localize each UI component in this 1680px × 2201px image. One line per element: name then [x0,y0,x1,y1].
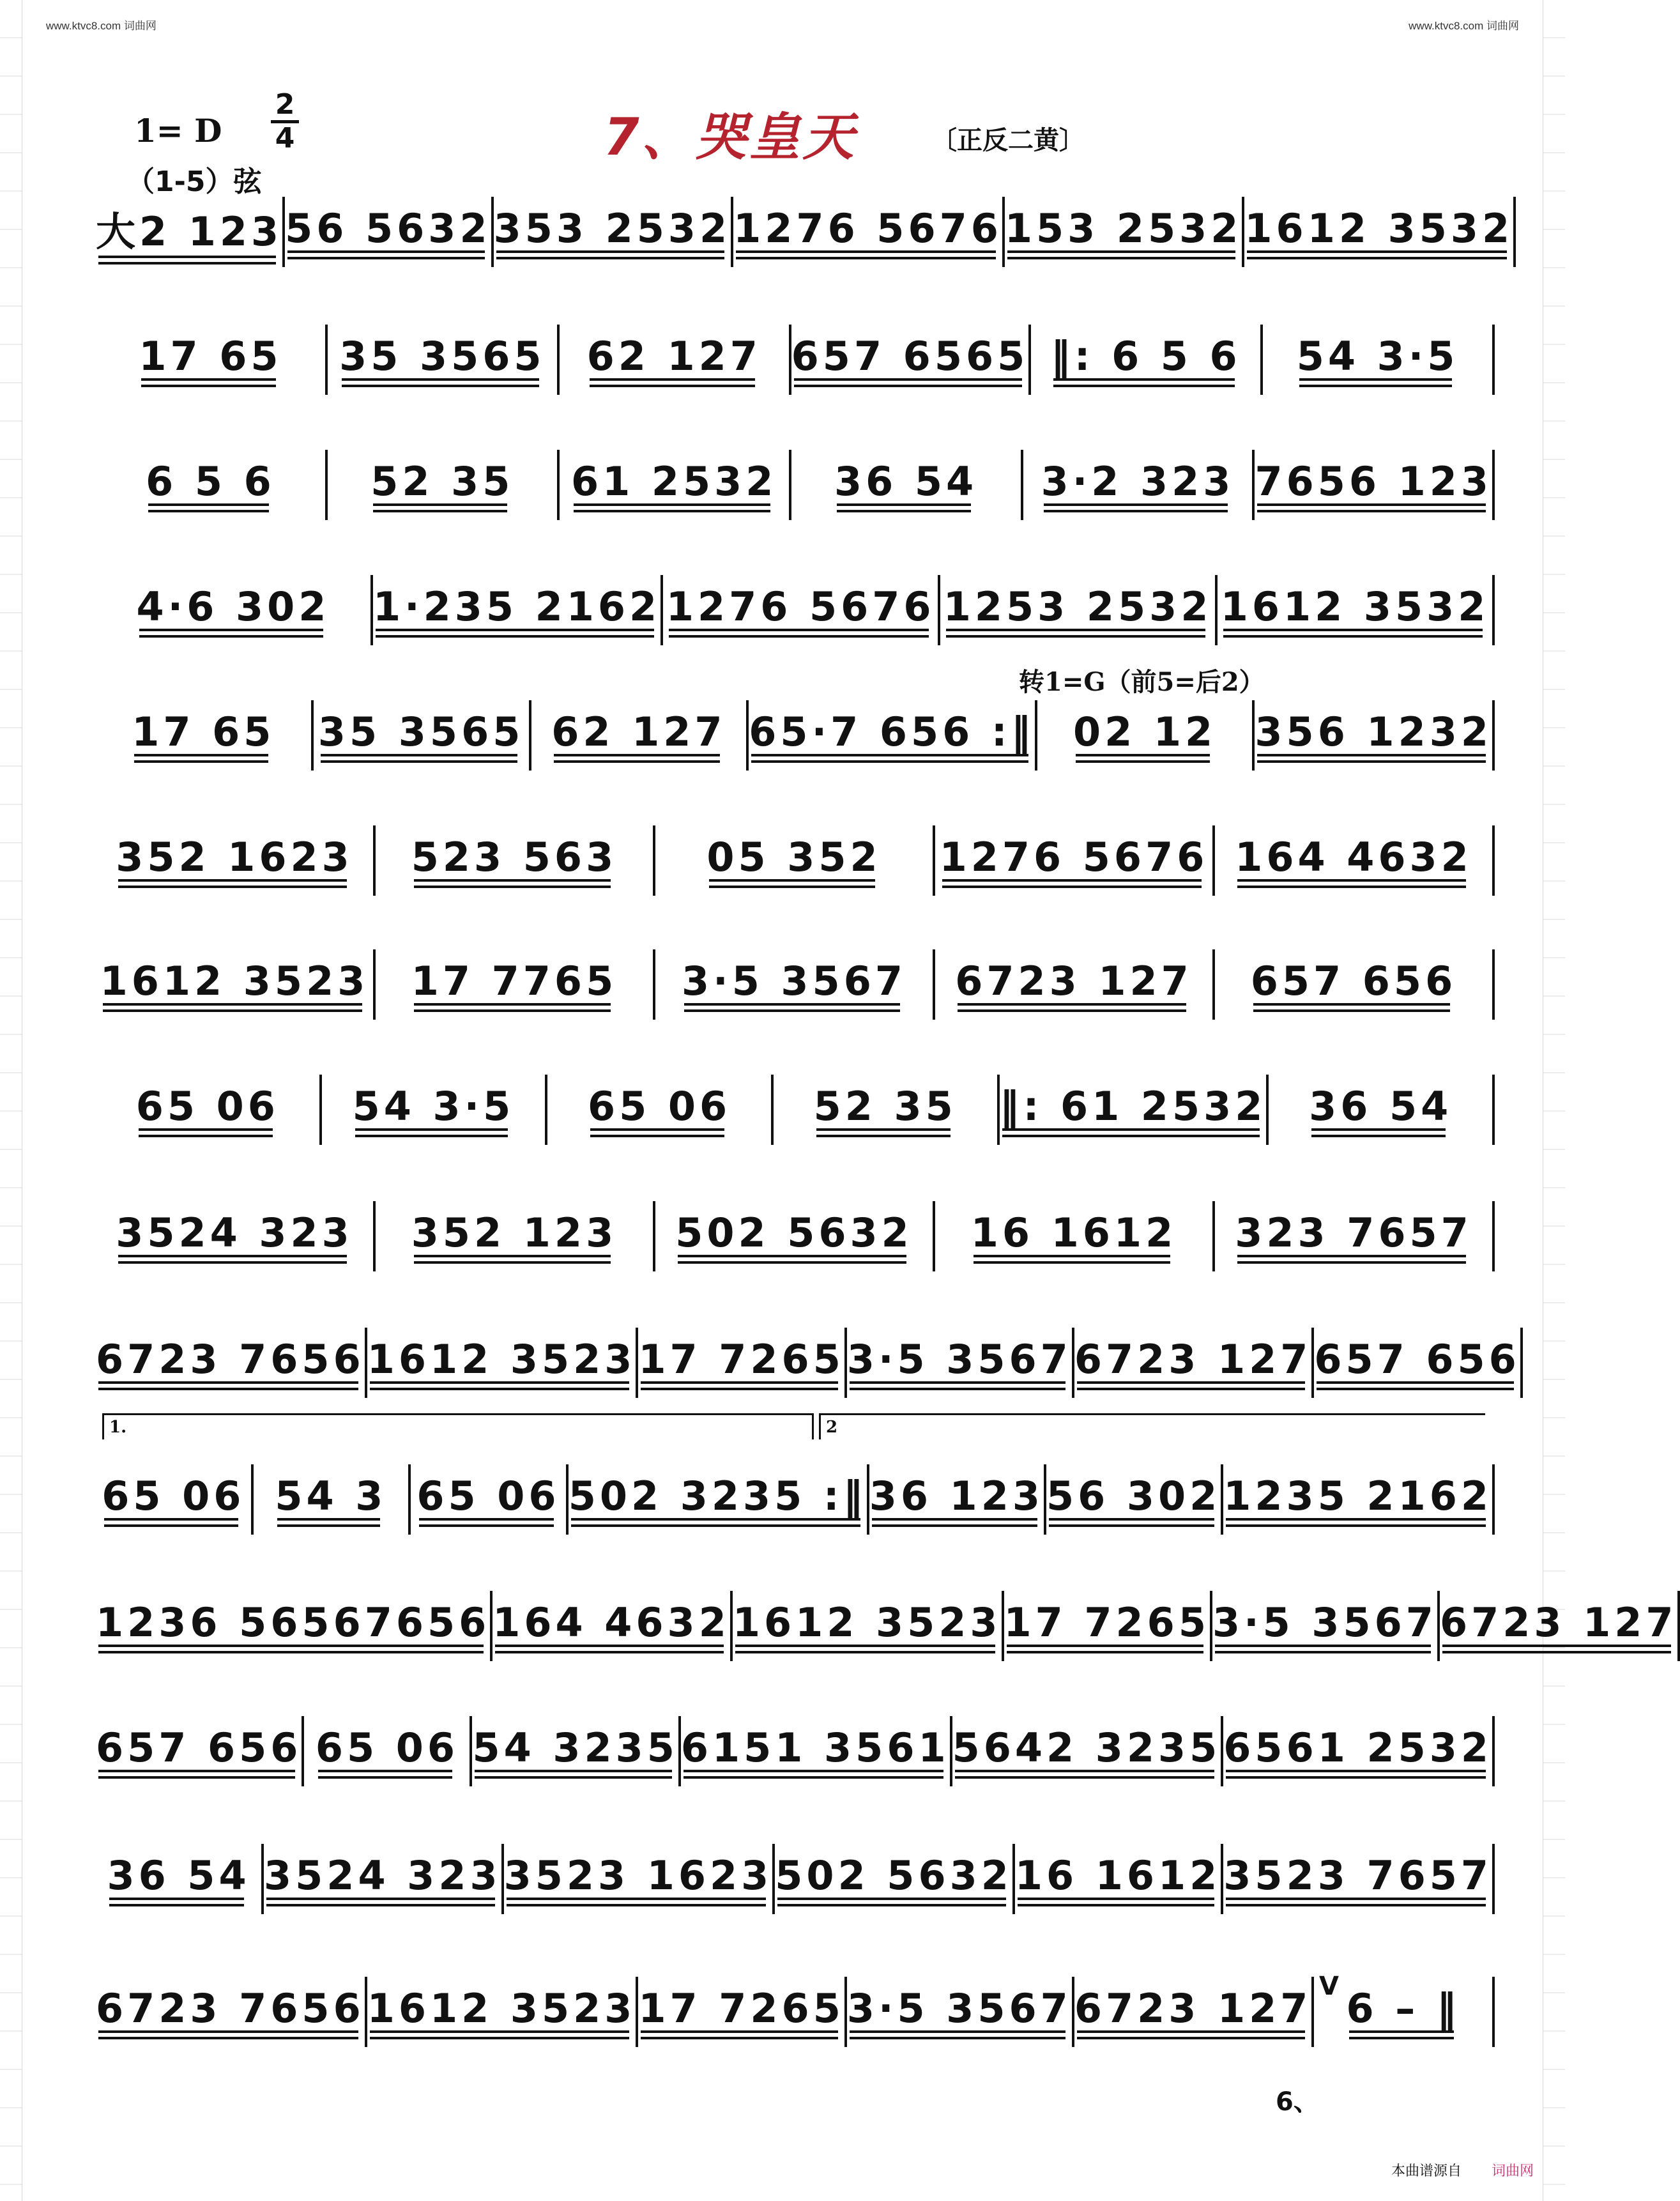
measure-notes: 54 3·5 [353,1083,515,1137]
measure [772,1844,1012,1914]
measure-notes: 164 4632 [493,1599,730,1653]
measure [1021,450,1253,520]
measure [653,1201,933,1271]
measure [1260,325,1495,395]
measure-notes: 1276 5676 [940,834,1209,888]
measure [96,700,311,771]
staff-line [96,1844,1495,1914]
measure [311,700,529,771]
measure-notes: 65 06 [136,1083,279,1137]
measure [96,1716,302,1786]
measure-notes: 657 6565 [791,333,1029,387]
first-ending-bracket [102,1413,814,1439]
modulation-marking: 转1=G（前5=后2） [1019,667,1265,697]
measure [529,700,747,771]
measure [557,325,789,395]
measure [501,1844,773,1914]
measure-notes: 353 2532 [494,205,731,259]
measure [470,1716,678,1786]
measure [653,949,933,1020]
measure-notes: 6723 127 [1074,1985,1312,2039]
measure-notes: 502 5632 [775,1852,1012,1906]
staff-line [96,949,1495,1020]
measure [1012,1844,1221,1914]
measure-notes: 52 35 [370,458,514,512]
measure-notes: 6561 2532 [1223,1724,1492,1779]
measure-notes: 1612 3523 [733,1599,1002,1653]
measure-notes: 164 4632 [1235,834,1472,888]
measure-notes: 3·5 3567 [682,958,906,1012]
measure-notes: 502 5632 [675,1209,913,1264]
measure [1028,325,1260,395]
measure [771,1075,997,1145]
measure-notes: 6723 127 [1440,1599,1677,1653]
measure [96,949,373,1020]
measure-notes: 352 1623 [116,834,353,888]
measure-notes: 1612 3532 [1244,205,1513,259]
measure [96,1844,261,1914]
measure [566,1464,867,1535]
measure [373,949,653,1020]
measure [789,450,1021,520]
measure [319,1075,546,1145]
staff-line [96,825,1495,896]
measure [1035,700,1253,771]
time-denominator: 4 [275,122,295,155]
measure-notes: 1235 2162 [1223,1473,1492,1527]
measure-notes: 大2 123 [96,200,282,265]
measure-notes: 1612 3523 [100,958,369,1012]
footer-brand-link[interactable]: 词曲网 [1492,2163,1534,2179]
measure [325,450,557,520]
measure-notes: 4·6 302 [137,583,330,638]
measure-notes: 6 5 6 [146,458,275,512]
measure [545,1075,771,1145]
measure-notes: 35 3565 [318,709,524,763]
staff-line [96,450,1495,520]
staff-line [96,700,1495,771]
measure-notes: 35 3565 [339,333,545,387]
staff-line [96,1464,1495,1535]
site-watermark-left: www.ktvc8.com 词曲网 [46,20,157,32]
measure [1072,1977,1312,2047]
measure-notes: 6723 7656 [96,1336,365,1390]
measure [1221,1844,1495,1914]
measure-notes: 657 656 [96,1724,302,1779]
measure-notes: 6 – ‖ [1347,1985,1460,2039]
measure [933,1201,1212,1271]
measure-notes: 56 302 [1046,1473,1221,1527]
measure [1252,450,1495,520]
measure [636,1328,844,1398]
staff-line [96,1201,1495,1271]
measure [96,1075,319,1145]
measure-notes: 3·5 3567 [847,1336,1072,1390]
measure-notes: 3523 7657 [1223,1852,1492,1906]
measure [365,1328,636,1398]
measure [1311,1328,1522,1398]
measure-notes: 1276 5676 [733,205,1002,259]
measure-notes: 657 656 [1251,958,1456,1012]
measure-notes: 36 123 [869,1473,1044,1527]
breath-mark: V [1319,1972,1339,2001]
measure [1044,1464,1221,1535]
measure-notes: 1·235 2162 [373,583,661,638]
measure-notes: 05 352 [706,834,881,888]
measure [96,197,282,267]
measure [933,825,1212,896]
measure-notes: 502 3235 :‖ [569,1473,867,1527]
measure-notes: 65·7 656 :‖ [749,709,1034,763]
measure [1437,1591,1680,1661]
measure [96,1201,373,1271]
measure [1252,700,1495,771]
measure-notes: 6723 7656 [96,1985,365,2039]
measure [867,1464,1044,1535]
measure-notes: 323 7657 [1235,1209,1472,1264]
measure-notes: 1612 3523 [367,1336,636,1390]
measure-notes: 02 12 [1073,709,1216,763]
measure-notes: 54 3235 [472,1724,678,1779]
measure [1266,1075,1495,1145]
footer-source-text: 本曲谱源自 [1391,2163,1462,2179]
measure [490,1591,730,1661]
measure [950,1716,1221,1786]
measure [325,325,557,395]
measure [373,1201,653,1271]
page-margin-strip-right [1543,0,1565,2201]
measure-notes: 36 54 [107,1852,250,1906]
measure-notes: 3524 323 [264,1852,501,1906]
measure-notes: 5642 3235 [952,1724,1221,1779]
measure-notes: 61 2532 [571,458,777,512]
measure [1212,825,1495,896]
key-signature: 1= D [134,112,222,150]
measure-notes: 3524 323 [116,1209,353,1264]
measure-notes: 62 127 [551,709,726,763]
measure [1311,1977,1495,2047]
measure-notes: 6151 3561 [681,1724,950,1779]
measure [370,575,661,645]
measure-notes: 3523 1623 [504,1852,773,1906]
measure-notes: 17 65 [139,333,282,387]
measure [491,197,731,267]
time-signature [267,88,303,155]
measure-notes: 36 54 [834,458,977,512]
measure [933,949,1212,1020]
measure [844,1328,1072,1398]
measure [557,450,789,520]
measure [96,325,325,395]
measure [1242,197,1516,267]
measure-notes: 3·2 323 [1041,458,1235,512]
measure-notes: 1253 2532 [943,583,1212,638]
staff-line [96,1591,1677,1661]
time-numerator: 2 [275,88,295,121]
measure [789,325,1029,395]
site-watermark-right: www.ktvc8.com 词曲网 [1409,20,1519,32]
second-ending-bracket [819,1413,1485,1439]
measure [96,450,325,520]
measure-notes: 356 1232 [1255,709,1492,763]
measure-notes: 17 7265 [638,1336,844,1390]
measure-notes: 17 7765 [411,958,617,1012]
score-title: 7、哭皇天 [604,107,857,167]
measure-notes: ‖: 61 2532 [1000,1083,1267,1137]
measure-notes: 65 06 [416,1473,560,1527]
measure-notes: 523 563 [411,834,617,888]
page-number: 6、 [1276,2087,1319,2117]
measure-notes: 16 1612 [1015,1852,1221,1906]
measure-notes: 65 06 [588,1083,731,1137]
measure [997,1075,1267,1145]
staff-line [96,1328,1520,1398]
staff-line [96,1075,1495,1145]
measure [96,1328,365,1398]
measure [1002,197,1242,267]
measure-notes: 36 54 [1309,1083,1452,1137]
measure [1221,1464,1495,1535]
measure-notes: 54 3·5 [1297,333,1459,387]
staff-line [96,575,1495,645]
score-subtitle: 〔正反二黄〕 [931,126,1085,155]
string-tuning: （1-5）弦 [126,165,262,198]
measure-notes: 657 656 [1314,1336,1520,1390]
measure [844,1977,1072,2047]
measure-notes: 352 123 [411,1209,617,1264]
measure [746,700,1034,771]
measure-notes: 54 3 [275,1473,386,1527]
measure-notes: 1612 3532 [1221,583,1490,638]
measure [96,575,370,645]
measure [1210,1591,1437,1661]
measure-notes: 65 06 [102,1473,245,1527]
measure [1221,1716,1495,1786]
measure-notes: ‖: 6 5 6 [1051,333,1241,387]
measure-notes: 1236 56567656 [96,1599,490,1653]
measure-notes: 17 65 [132,709,275,763]
measure [730,1591,1002,1661]
measure [678,1716,950,1786]
measure-notes: 56 5632 [285,205,491,259]
measure [261,1844,501,1914]
measure-notes: 1276 5676 [666,583,935,638]
staff-line [96,325,1495,395]
measure [1215,575,1495,645]
measure [251,1464,409,1535]
measure [731,197,1002,267]
measure [408,1464,566,1535]
measure-notes: 153 2532 [1005,205,1242,259]
measure-notes: 6723 127 [955,958,1193,1012]
measure [96,825,373,896]
measure-notes: 7656 123 [1255,458,1492,512]
measure [96,1591,490,1661]
measure-notes: 6723 127 [1074,1336,1312,1390]
measure-notes: 52 35 [814,1083,957,1137]
measure-notes: 3·5 3567 [847,1985,1072,2039]
first-ending-label: 1. [109,1418,127,1437]
measure-notes: 62 127 [587,333,761,387]
measure [1072,1328,1312,1398]
measure [373,825,653,896]
measure [636,1977,844,2047]
staff-line [96,197,1514,267]
measure [96,1464,251,1535]
measure [1002,1591,1210,1661]
measure [282,197,491,267]
page-margin-strip-left [0,0,22,2201]
measure-notes: 1612 3523 [367,1985,636,2039]
measure [365,1977,636,2047]
measure [1212,1201,1495,1271]
measure [938,575,1215,645]
measure-notes: 17 7265 [1004,1599,1210,1653]
measure-notes: 3·5 3567 [1212,1599,1437,1653]
measure-notes: 65 06 [316,1724,459,1779]
staff-line [96,1716,1495,1786]
measure [302,1716,470,1786]
measure-notes: 17 7265 [638,1985,844,2039]
measure [96,1977,365,2047]
staff-line [96,1977,1495,2047]
second-ending-label: 2 [826,1418,838,1437]
measure-notes: 16 1612 [971,1209,1177,1264]
measure [653,825,933,896]
measure [1212,949,1495,1020]
measure [661,575,938,645]
